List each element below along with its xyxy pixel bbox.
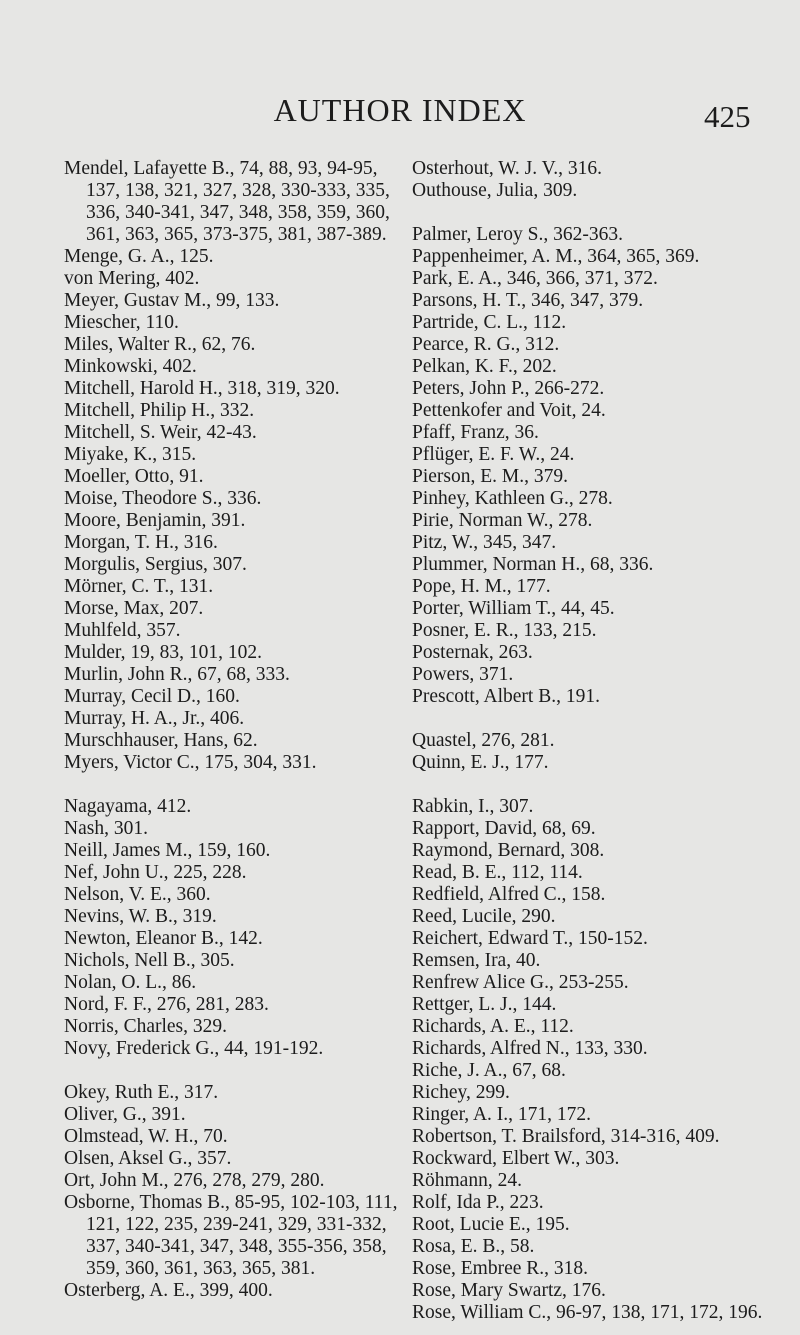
index-letter-group bbox=[412, 730, 772, 774]
index-entry: Mitchell, S. Weir, 42-43. bbox=[64, 422, 257, 443]
index-entry: Reed, Lucile, 290. bbox=[412, 906, 556, 927]
index-entry: Moise, Theodore S., 336. bbox=[64, 488, 262, 509]
index-entry: Murschhauser, Hans, 62. bbox=[64, 730, 258, 751]
index-entry: Rettger, L. J., 144. bbox=[412, 994, 557, 1015]
index-entry: Powers, 371. bbox=[412, 664, 514, 685]
index-entry: Murray, Cecil D., 160. bbox=[64, 686, 240, 707]
index-entry: Röhmann, 24. bbox=[412, 1170, 522, 1191]
index-entry: Okey, Ruth E., 317. bbox=[64, 1082, 219, 1103]
index-entry: Pirie, Norman W., 278. bbox=[412, 510, 593, 531]
index-entry: Rockward, Elbert W., 303. bbox=[412, 1148, 620, 1169]
index-entry: Rose, Mary Swartz, 176. bbox=[412, 1280, 606, 1301]
page-header-title: AUTHOR INDEX bbox=[273, 92, 527, 128]
index-entry: Richards, Alfred N., 133, 330. bbox=[412, 1038, 648, 1059]
index-entry: Menge, G. A., 125. bbox=[64, 246, 214, 267]
index-entry: Nevins, W. B., 319. bbox=[64, 906, 217, 927]
index-entry: Posner, E. R., 133, 215. bbox=[412, 620, 597, 641]
index-entry: Richards, A. E., 112. bbox=[412, 1016, 574, 1037]
index-entry: von Mering, 402. bbox=[64, 268, 200, 289]
index-entry: Pflüger, E. F. W., 24. bbox=[412, 444, 575, 465]
index-entry: Mitchell, Harold H., 318, 319, 320. bbox=[64, 378, 340, 399]
index-entry: Morgulis, Sergius, 307. bbox=[64, 554, 247, 575]
index-entry: Pelkan, K. F., 202. bbox=[412, 356, 557, 377]
index-entry: Myers, Victor C., 175, 304, 331. bbox=[64, 752, 317, 773]
index-entry: Rolf, Ida P., 223. bbox=[412, 1192, 544, 1213]
index-entry: Mitchell, Philip H., 332. bbox=[64, 400, 255, 421]
index-column-left bbox=[64, 158, 404, 1302]
index-entry: Nagayama, 412. bbox=[64, 796, 192, 817]
index-letter-group bbox=[64, 796, 404, 1060]
index-entry: Osterberg, A. E., 399, 400. bbox=[64, 1280, 273, 1301]
index-entry: Mörner, C. T., 131. bbox=[64, 576, 214, 597]
index-entry: Pettenkofer and Voit, 24. bbox=[412, 400, 606, 421]
index-entry: Pinhey, Kathleen G., 278. bbox=[412, 488, 613, 509]
index-entry: Nord, F. F., 276, 281, 283. bbox=[64, 994, 269, 1015]
index-entry: Mulder, 19, 83, 101, 102. bbox=[64, 642, 262, 663]
index-entry: Oliver, G., 391. bbox=[64, 1104, 186, 1125]
index-entry: Olmstead, W. H., 70. bbox=[64, 1126, 228, 1147]
index-letter-group bbox=[64, 1082, 404, 1302]
index-entry: Moore, Benjamin, 391. bbox=[64, 510, 246, 531]
index-entry: Rose, Embree R., 318. bbox=[412, 1258, 589, 1279]
index-entry: Partride, C. L., 112. bbox=[412, 312, 567, 333]
index-entry: Meyer, Gustav M., 99, 133. bbox=[64, 290, 280, 311]
index-entry: Peters, John P., 266-272. bbox=[412, 378, 605, 399]
index-entry: Outhouse, Julia, 309. bbox=[412, 180, 578, 201]
index-entry: Osborne, Thomas B., 85-95, 102-103, 111, 121, 122, 235, 239-241, 329, 331-332, 337, 340-341, 347, 348, 355-356, 358, 359, 360, 361, 363, 365, 381. bbox=[64, 1192, 398, 1279]
index-entry: Plummer, Norman H., 68, 336. bbox=[412, 554, 654, 575]
index-entry: Posternak, 263. bbox=[412, 642, 533, 663]
index-letter-group bbox=[412, 796, 772, 1324]
index-entry: Redfield, Alfred C., 158. bbox=[412, 884, 606, 905]
index-entry: Rapport, David, 68, 69. bbox=[412, 818, 596, 839]
index-entry: Norris, Charles, 329. bbox=[64, 1016, 228, 1037]
index-entry: Rabkin, I., 307. bbox=[412, 796, 534, 817]
index-entry: Read, B. E., 112, 114. bbox=[412, 862, 583, 883]
index-entry: Neill, James M., 159, 160. bbox=[64, 840, 271, 861]
index-entry: Prescott, Albert B., 191. bbox=[412, 686, 600, 707]
index-entry: Olsen, Aksel G., 357. bbox=[64, 1148, 232, 1169]
index-entry: Renfrew Alice G., 253-255. bbox=[412, 972, 629, 993]
index-entry: Muhlfeld, 357. bbox=[64, 620, 181, 641]
index-letter-group bbox=[412, 158, 772, 202]
index-entry: Morgan, T. H., 316. bbox=[64, 532, 218, 553]
index-entry: Richey, 299. bbox=[412, 1082, 510, 1103]
index-letter-group bbox=[412, 224, 772, 708]
index-entry: Pfaff, Franz, 36. bbox=[412, 422, 539, 443]
index-entry: Riche, J. A., 67, 68. bbox=[412, 1060, 566, 1081]
index-entry: Mendel, Lafayette B., 74, 88, 93, 94-95, 137, 138, 321, 327, 328, 330-333, 335, 336, 340-341, 347, 348, 358, 359, 360, 361, 363, 365, 373-375, 381, 387-389. bbox=[64, 158, 390, 245]
index-entry: Pope, H. M., 177. bbox=[412, 576, 551, 597]
index-entry: Park, E. A., 346, 366, 371, 372. bbox=[412, 268, 658, 289]
index-entry: Raymond, Bernard, 308. bbox=[412, 840, 605, 861]
index-entry: Osterhout, W. J. V., 316. bbox=[412, 158, 602, 179]
index-entry: Nichols, Nell B., 305. bbox=[64, 950, 235, 971]
index-entry: Root, Lucie E., 195. bbox=[412, 1214, 570, 1235]
index-entry: Pitz, W., 345, 347. bbox=[412, 532, 557, 553]
index-entry: Morse, Max, 207. bbox=[64, 598, 204, 619]
index-entry: Rosa, E. B., 58. bbox=[412, 1236, 535, 1257]
index-entry: Palmer, Leroy S., 362-363. bbox=[412, 224, 623, 245]
index-entry: Ort, John M., 276, 278, 279, 280. bbox=[64, 1170, 325, 1191]
index-entry: Ringer, A. I., 171, 172. bbox=[412, 1104, 592, 1125]
index-entry: Novy, Frederick G., 44, 191-192. bbox=[64, 1038, 324, 1059]
index-entry: Pierson, E. M., 379. bbox=[412, 466, 568, 487]
index-entry: Minkowski, 402. bbox=[64, 356, 197, 377]
index-entry: Miyake, K., 315. bbox=[64, 444, 197, 465]
index-entry: Nef, John U., 225, 228. bbox=[64, 862, 247, 883]
index-entry: Parsons, H. T., 346, 347, 379. bbox=[412, 290, 644, 311]
index-entry: Rose, William C., 96-97, 138, 171, 172, 196. bbox=[412, 1302, 763, 1323]
page-number: 425 bbox=[704, 99, 751, 134]
index-entry: Reichert, Edward T., 150-152. bbox=[412, 928, 648, 949]
index-entry: Nash, 301. bbox=[64, 818, 148, 839]
index-entry: Quinn, E. J., 177. bbox=[412, 752, 549, 773]
index-entry: Pearce, R. G., 312. bbox=[412, 334, 560, 355]
index-entry: Nolan, O. L., 86. bbox=[64, 972, 197, 993]
index-entry: Quastel, 276, 281. bbox=[412, 730, 555, 751]
index-entry: Robertson, T. Brailsford, 314-316, 409. bbox=[412, 1126, 720, 1147]
index-entry: Murlin, John R., 67, 68, 333. bbox=[64, 664, 290, 685]
index-entry: Miles, Walter R., 62, 76. bbox=[64, 334, 256, 355]
index-entry: Miescher, 110. bbox=[64, 312, 179, 333]
index-letter-group bbox=[64, 158, 404, 774]
index-entry: Remsen, Ira, 40. bbox=[412, 950, 541, 971]
index-entry: Moeller, Otto, 91. bbox=[64, 466, 204, 487]
index-entry: Newton, Eleanor B., 142. bbox=[64, 928, 263, 949]
index-entry: Nelson, V. E., 360. bbox=[64, 884, 211, 905]
index-column-right bbox=[412, 158, 772, 1324]
index-entry: Porter, William T., 44, 45. bbox=[412, 598, 615, 619]
index-entry: Murray, H. A., Jr., 406. bbox=[64, 708, 245, 729]
index-entry: Pappenheimer, A. M., 364, 365, 369. bbox=[412, 246, 700, 267]
